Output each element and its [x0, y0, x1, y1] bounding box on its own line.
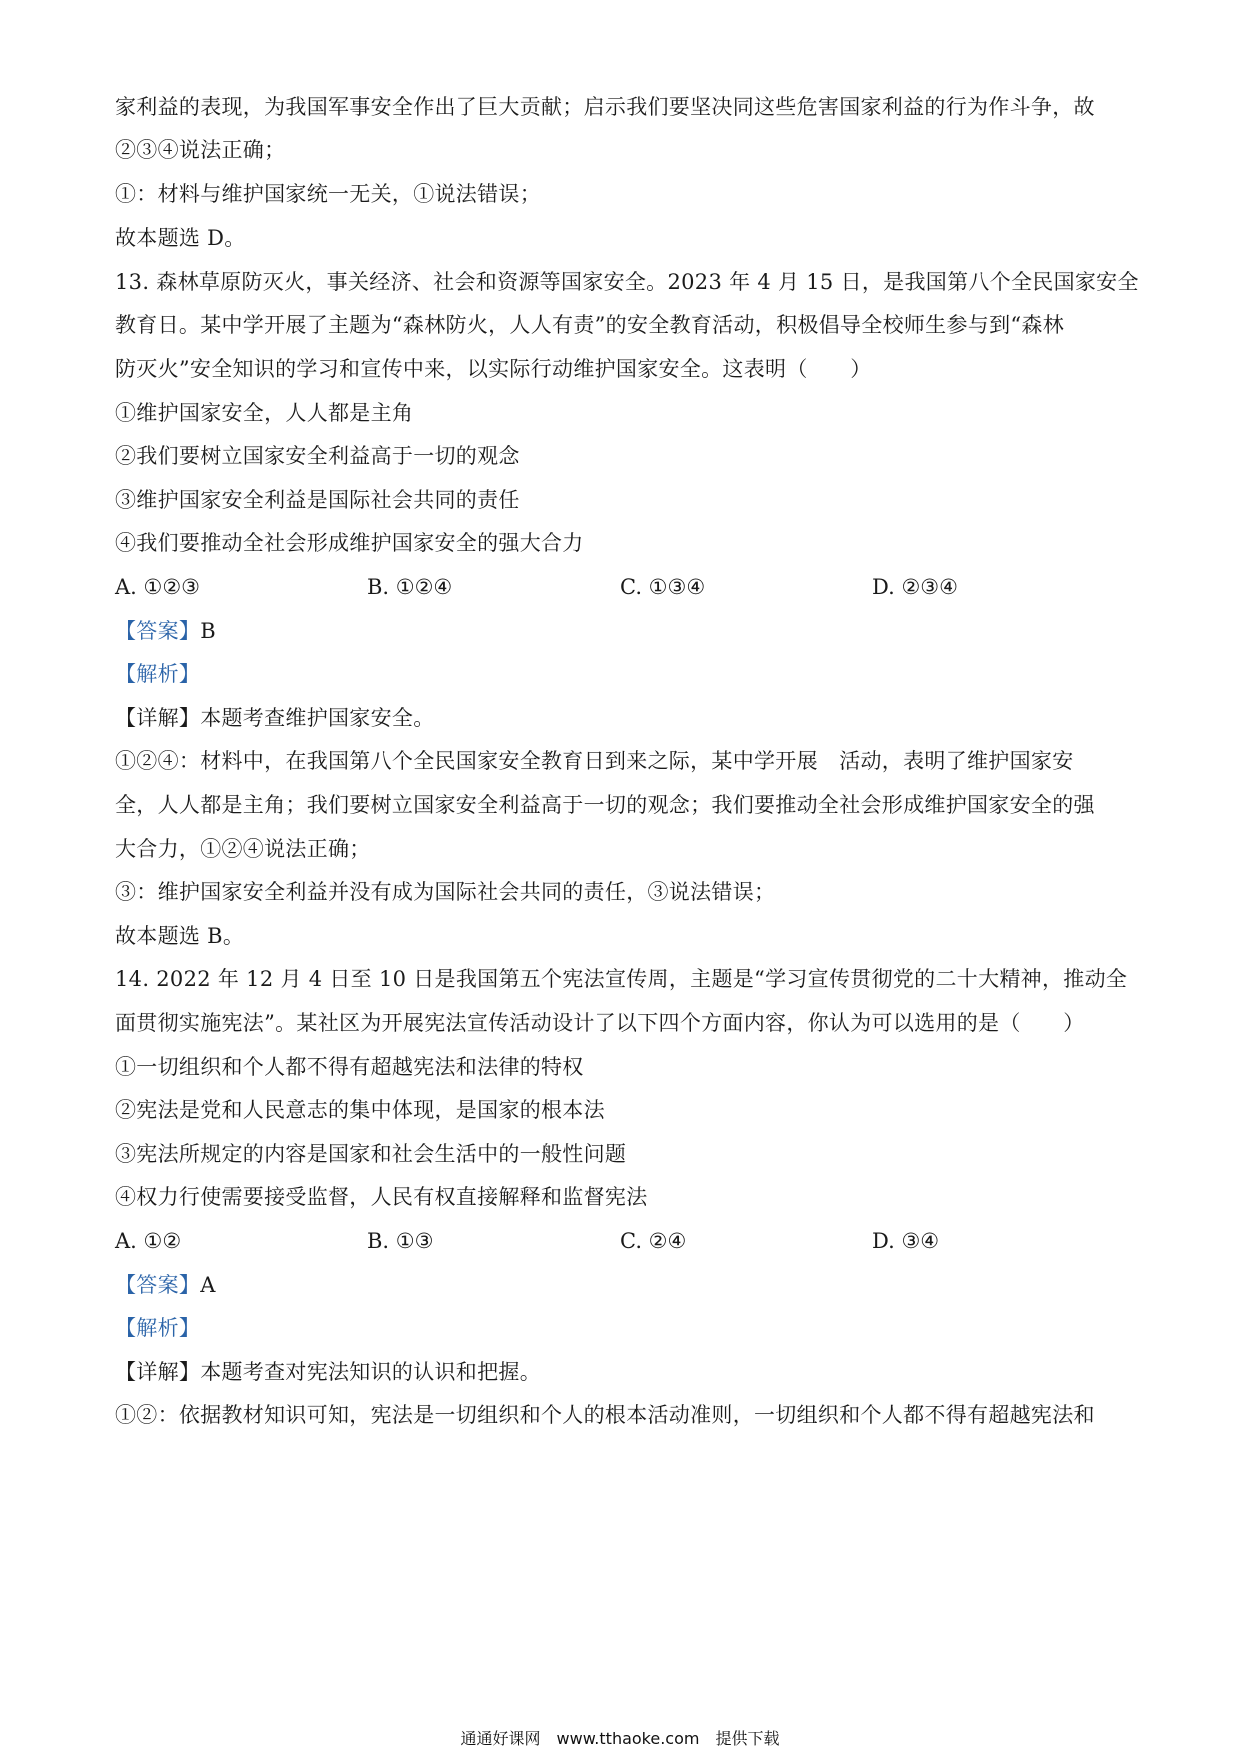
question-13-statement: ②我们要树立国家安全利益高于一切的观念	[115, 444, 520, 468]
answer-value: B	[200, 619, 216, 643]
analysis-tag: 【解析】	[115, 1316, 201, 1340]
text-line: 故本题选 D。	[115, 226, 246, 250]
option-c: C. ①③④	[620, 575, 706, 599]
question-14-statement: ②宪法是党和人民意志的集中体现，是国家的根本法	[115, 1098, 605, 1122]
question-13-statement: ④我们要推动全社会形成维护国家安全的强大合力	[115, 531, 584, 555]
question-14-statement: ①一切组织和个人都不得有超越宪法和法律的特权	[115, 1055, 584, 1079]
text-line: 家利益的表现，为我国军事安全作出了巨大贡献；启示我们要坚决同这些危害国家利益的行为作斗争，故	[115, 95, 1095, 119]
detail-line: 大合力，①②④说法正确；	[115, 837, 371, 861]
detail-tag: 【详解】	[115, 706, 201, 730]
analysis-line	[115, 659, 200, 689]
option-a: A. ①②③	[115, 575, 200, 599]
answer-line	[115, 616, 216, 646]
question-14-stem: 14. 2022 年 12 月 4 日至 10 日是我国第五个宪法宣传周，主题是“学习宣传贯彻党的二十大精神，推动全	[115, 967, 1128, 991]
detail-line: ①②：依据教材知识可知，宪法是一切组织和个人的根本活动准则，一切组织和个人都不得有超越宪法和	[115, 1403, 1095, 1427]
option-c: C. ②④	[620, 1229, 687, 1253]
analysis-line	[115, 1313, 200, 1343]
option-d: D. ③④	[872, 1229, 940, 1253]
question-13-stem: 教育日。某中学开展了主题为“森林防火，人人有责”的安全教育活动，积极倡导全校师生参与到“森林	[115, 313, 1065, 337]
option-b: B. ①③	[367, 1229, 434, 1253]
question-14-stem: 面贯彻实施宪法”。某社区为开展宪法宣传活动设计了以下四个方面内容，你认为可以选用的是（ ）	[115, 1011, 1085, 1035]
option-a: A. ①②	[115, 1229, 182, 1253]
question-13-stem: 防灭火”安全知识的学习和宣传中来，以实际行动维护国家安全。这表明（ ）	[115, 357, 872, 381]
question-14-options	[115, 1226, 1135, 1256]
option-b: B. ①②④	[367, 575, 453, 599]
option-d: D. ②③④	[872, 575, 958, 599]
analysis-tag: 【解析】	[115, 662, 201, 686]
question-14-statement: ③宪法所规定的内容是国家和社会生活中的一般性问题	[115, 1142, 627, 1166]
answer-tag: 【答案】	[115, 619, 201, 643]
question-14-statement: ④权力行使需要接受监督，人民有权直接解释和监督宪法	[115, 1185, 648, 1209]
answer-line	[115, 1270, 216, 1300]
detail-text: 本题考查对宪法知识的认识和把握。	[200, 1360, 542, 1384]
detail-line	[115, 703, 435, 733]
detail-text: 本题考查维护国家安全。	[200, 706, 435, 730]
detail-line: 全，人人都是主角；我们要树立国家安全利益高于一切的观念；我们要推动全社会形成维护国家安全的强	[115, 793, 1095, 817]
answer-tag: 【答案】	[115, 1273, 201, 1297]
detail-line: ③：维护国家安全利益并没有成为国际社会共同的责任，③说法错误；	[115, 880, 776, 904]
detail-line	[115, 1357, 541, 1387]
answer-value: A	[200, 1273, 216, 1297]
detail-line: 故本题选 B。	[115, 924, 245, 948]
text-line: ②③④说法正确；	[115, 138, 286, 162]
question-13-statement: ①维护国家安全，人人都是主角	[115, 401, 414, 425]
detail-tag: 【详解】	[115, 1360, 201, 1384]
question-13-options	[115, 572, 1135, 602]
page-footer: 通通好课网 www.tthaoke.com 提供下载	[460, 1729, 780, 1748]
question-13-statement: ③维护国家安全利益是国际社会共同的责任	[115, 488, 520, 512]
detail-line: ①②④：材料中，在我国第八个全民国家安全教育日到来之际，某中学开展 活动，表明了维护国家安	[115, 749, 1074, 773]
question-13-stem: 13. 森林草原防灭火，事关经济、社会和资源等国家安全。2023 年 4 月 15 日，是我国第八个全民国家安全	[115, 270, 1139, 294]
text-line: ①：材料与维护国家统一无关，①说法错误；	[115, 182, 541, 206]
